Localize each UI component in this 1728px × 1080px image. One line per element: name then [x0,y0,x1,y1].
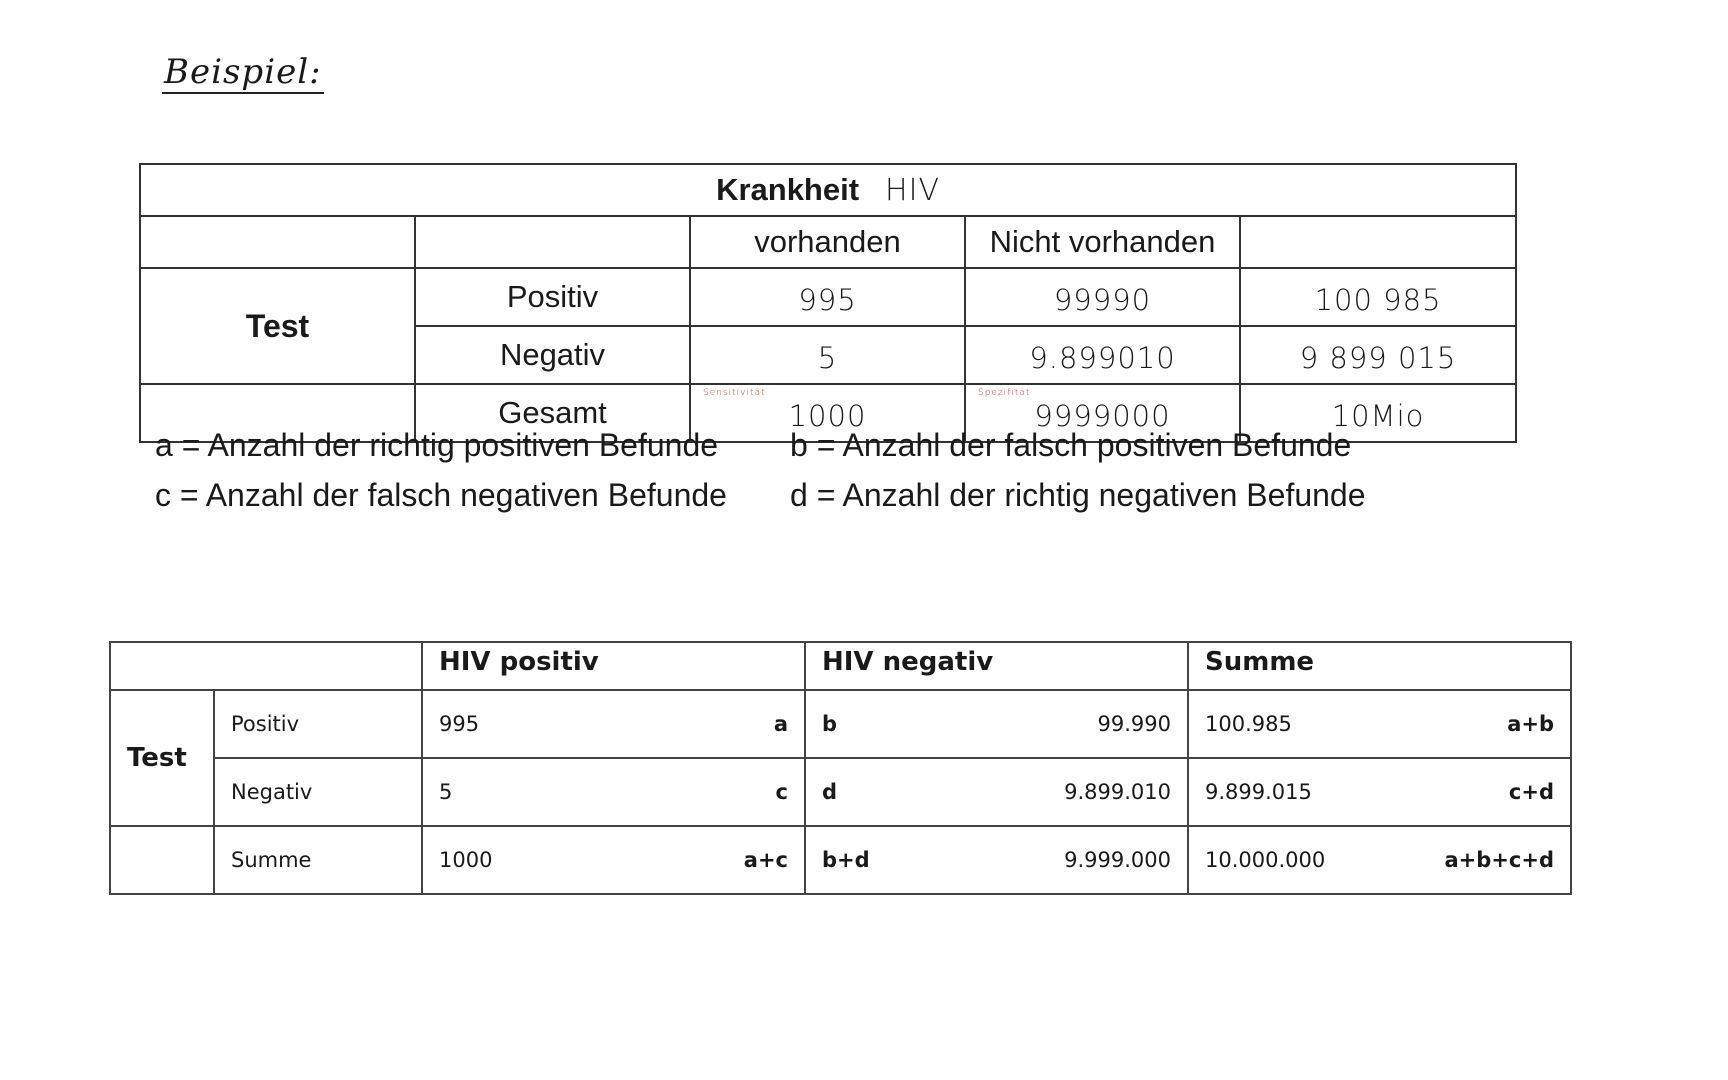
table1-cell: 9999000 [1034,399,1171,433]
cell-formula: c+d [1508,780,1554,804]
table1-empty-cell [140,216,415,268]
table1-empty-cell [1240,216,1516,268]
table2-cell [422,690,805,758]
table2-col-header: HIV negativ [805,642,1188,690]
table2-cell [422,826,805,894]
table2-cell [422,758,805,826]
table2-empty-cell [110,826,214,894]
table2-col-header: HIV positiv [422,642,805,690]
table1-cell: 10Mio [1240,384,1516,442]
table1-cell: 9.899010 [965,326,1240,384]
table2-cell [1188,826,1571,894]
table2-cell [1188,690,1571,758]
legend-c: c = Anzahl der falsch negativen Befunde [155,477,727,513]
contingency-table-typed [109,641,1572,895]
table1-title-cell [140,164,1516,216]
table1-row-label: Negativ [415,326,690,384]
table2-row-group: Test [110,690,214,826]
cell-formula: d [822,780,838,804]
contingency-table-handwritten [139,163,1517,443]
heading: Beispiel: [164,52,322,92]
cell-value: 5 [439,780,453,804]
table2-row-label: Positiv [214,690,422,758]
table2-cell [805,690,1188,758]
legend-b: b = Anzahl der falsch positiven Befunde [790,427,1352,463]
table1-empty-cell [415,216,690,268]
table2-cell [1188,758,1571,826]
cell-value: 9.899.015 [1205,780,1312,804]
table2-empty-header [110,642,422,690]
table1-title-note: HIV [885,173,940,208]
cell-formula: a+c [743,848,788,872]
cell-formula: a+b [1507,712,1554,736]
cell-value: 100.985 [1205,712,1292,736]
cell-value: 10.000.000 [1205,848,1326,872]
table1-cell: 1000 [788,399,867,433]
cell-value: 99.990 [1097,712,1171,736]
note-sensitivity: Sensitivität [703,388,766,398]
cell-formula: a+b+c+d [1444,848,1554,872]
table2-cell [805,826,1188,894]
table2-col-header: Summe [1188,642,1571,690]
table1-title: Krankheit [716,172,860,207]
legend-a: a = Anzahl der richtig positiven Befunde [155,427,719,463]
table2-row-label: Summe [214,826,422,894]
cell-value: 9.899.010 [1064,780,1171,804]
table1-cell: 9 899 015 [1240,326,1516,384]
table1-row-label: Positiv [415,268,690,326]
cell-formula: b+d [822,848,870,872]
cell-formula: a [773,712,788,736]
table2-cell [805,758,1188,826]
cell-formula: c [775,780,788,804]
table1-col-header: vorhanden [690,216,965,268]
table1-cell: 5 [690,326,965,384]
table2-row-label: Negativ [214,758,422,826]
cell-value: 995 [439,712,480,736]
table1-cell: 100 985 [1240,268,1516,326]
cell-formula: b [822,712,838,736]
table1-row-group: Test [140,268,415,384]
table1-col-header: Nicht vorhanden [965,216,1240,268]
cell-value: 9.999.000 [1064,848,1171,872]
table1-cell: 995 [690,268,965,326]
note-specificity: Spezifität [978,388,1031,398]
legend-d: d = Anzahl der richtig negativen Befunde [790,477,1366,513]
table1-row-label: Gesamt [415,384,690,442]
cell-value: 1000 [439,848,493,872]
table1-cell: 99990 [965,268,1240,326]
